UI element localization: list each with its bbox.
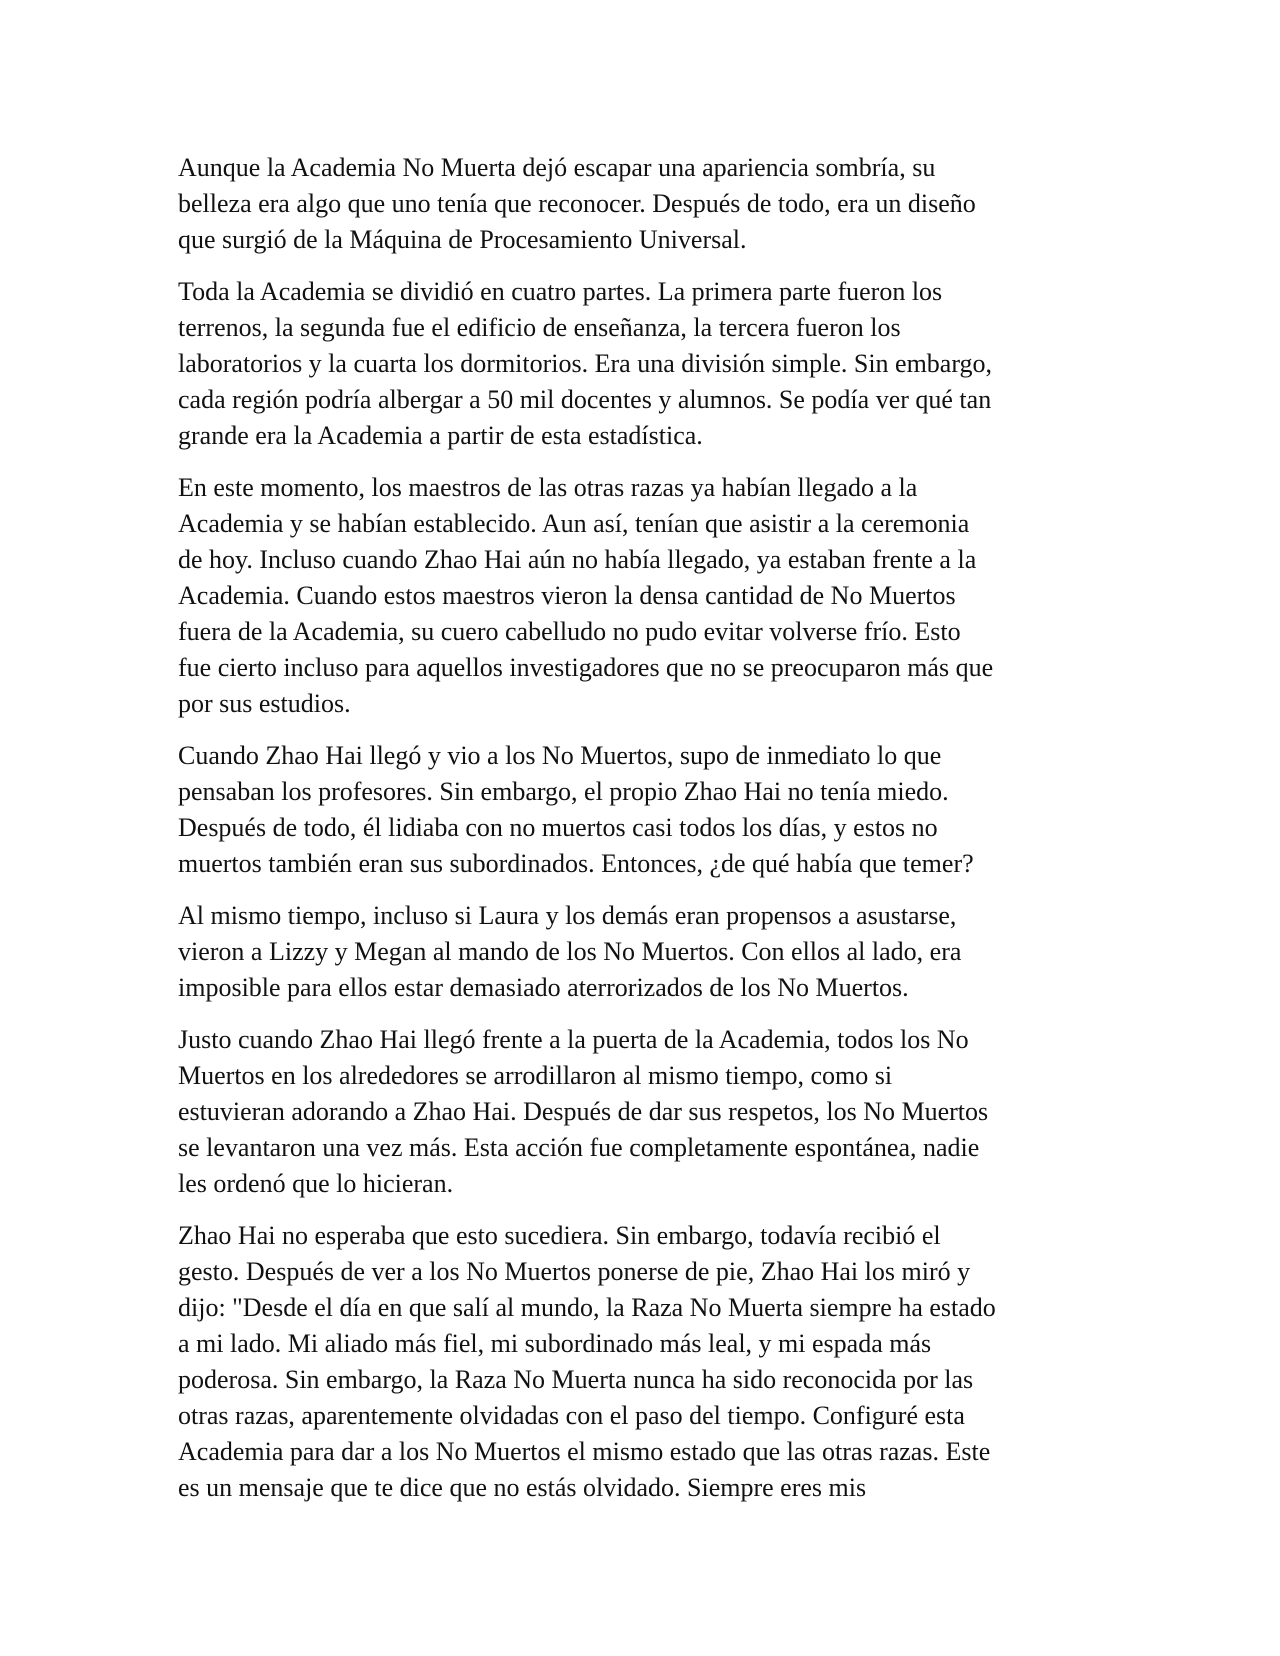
text-line: es un mensaje que te dice que no estás olvidado. Siempre eres mis: [178, 1473, 867, 1502]
text-line: que surgió de la Máquina de Procesamiento Universal.: [178, 225, 747, 254]
text-line: se levantaron una vez más. Esta acción fue completamente espontánea, nadie: [178, 1133, 980, 1162]
text-line: laboratorios y la cuarta los dormitorios. Era una división simple. Sin embargo,: [178, 349, 993, 378]
paragraph-7: [178, 1218, 1108, 1506]
text-line: de hoy. Incluso cuando Zhao Hai aún no había llegado, ya estaban frente a la: [178, 545, 977, 574]
text-line: Aunque la Academia No Muerta dejó escapar una apariencia sombría, su: [178, 153, 936, 182]
text-line: vieron a Lizzy y Megan al mando de los No Muertos. Con ellos al lado, era: [178, 937, 962, 966]
text-line: Muertos en los alrededores se arrodillaron al mismo tiempo, como si: [178, 1061, 893, 1090]
text-line: imposible para ellos estar demasiado aterrorizados de los No Muertos.: [178, 973, 909, 1002]
text-line: Academia para dar a los No Muertos el mismo estado que las otras razas. Este: [178, 1437, 991, 1466]
text-line: En este momento, los maestros de las otras razas ya habían llegado a la: [178, 473, 918, 502]
text-line: gesto. Después de ver a los No Muertos ponerse de pie, Zhao Hai los miró y: [178, 1257, 971, 1286]
paragraph-6: [178, 1022, 1108, 1202]
text-line: estuvieran adorando a Zhao Hai. Después de dar sus respetos, los No Muertos: [178, 1097, 989, 1126]
text-line: pensaban los profesores. Sin embargo, el propio Zhao Hai no tenía miedo.: [178, 777, 949, 806]
text-line: grande era la Academia a partir de esta estadística.: [178, 421, 703, 450]
text-line: Toda la Academia se dividió en cuatro partes. La primera parte fueron los: [178, 277, 943, 306]
text-line: terrenos, la segunda fue el edificio de enseñanza, la tercera fueron los: [178, 313, 901, 342]
text-line: Academia. Cuando estos maestros vieron la densa cantidad de No Muertos: [178, 581, 956, 610]
text-line: a mi lado. Mi aliado más fiel, mi subordinado más leal, y mi espada más: [178, 1329, 932, 1358]
paragraph-2: [178, 274, 1108, 454]
text-line: por sus estudios.: [178, 689, 351, 718]
text-line: Academia y se habían establecido. Aun así, tenían que asistir a la ceremonia: [178, 509, 970, 538]
paragraph-5: [178, 898, 1108, 1006]
text-line: otras razas, aparentemente olvidadas con el paso del tiempo. Configuré esta: [178, 1401, 965, 1430]
text-line: fuera de la Academia, su cuero cabelludo no pudo evitar volverse frío. Esto: [178, 617, 961, 646]
paragraph-1: [178, 150, 1108, 258]
text-line: Zhao Hai no esperaba que esto sucediera. Sin embargo, todavía recibió el: [178, 1221, 941, 1250]
text-line: Al mismo tiempo, incluso si Laura y los demás eran propensos a asustarse,: [178, 901, 957, 930]
text-line: cada región podría albergar a 50 mil docentes y alumnos. Se podía ver qué tan: [178, 385, 992, 414]
text-line: dijo: "Desde el día en que salí al mundo, la Raza No Muerta siempre ha estado: [178, 1293, 996, 1322]
text-line: Justo cuando Zhao Hai llegó frente a la puerta de la Academia, todos los No: [178, 1025, 969, 1054]
text-line: belleza era algo que uno tenía que reconocer. Después de todo, era un diseño: [178, 189, 976, 218]
text-line: Cuando Zhao Hai llegó y vio a los No Muertos, supo de inmediato lo que: [178, 741, 942, 770]
text-line: fue cierto incluso para aquellos investigadores que no se preocuparon más que: [178, 653, 994, 682]
paragraph-3: [178, 470, 1108, 722]
document-page: [178, 150, 1108, 1522]
text-line: les ordenó que lo hicieran.: [178, 1169, 454, 1198]
text-line: muertos también eran sus subordinados. Entonces, ¿de qué había que temer?: [178, 849, 974, 878]
text-line: poderosa. Sin embargo, la Raza No Muerta nunca ha sido reconocida por las: [178, 1365, 974, 1394]
paragraph-4: [178, 738, 1108, 882]
text-line: Después de todo, él lidiaba con no muertos casi todos los días, y estos no: [178, 813, 938, 842]
